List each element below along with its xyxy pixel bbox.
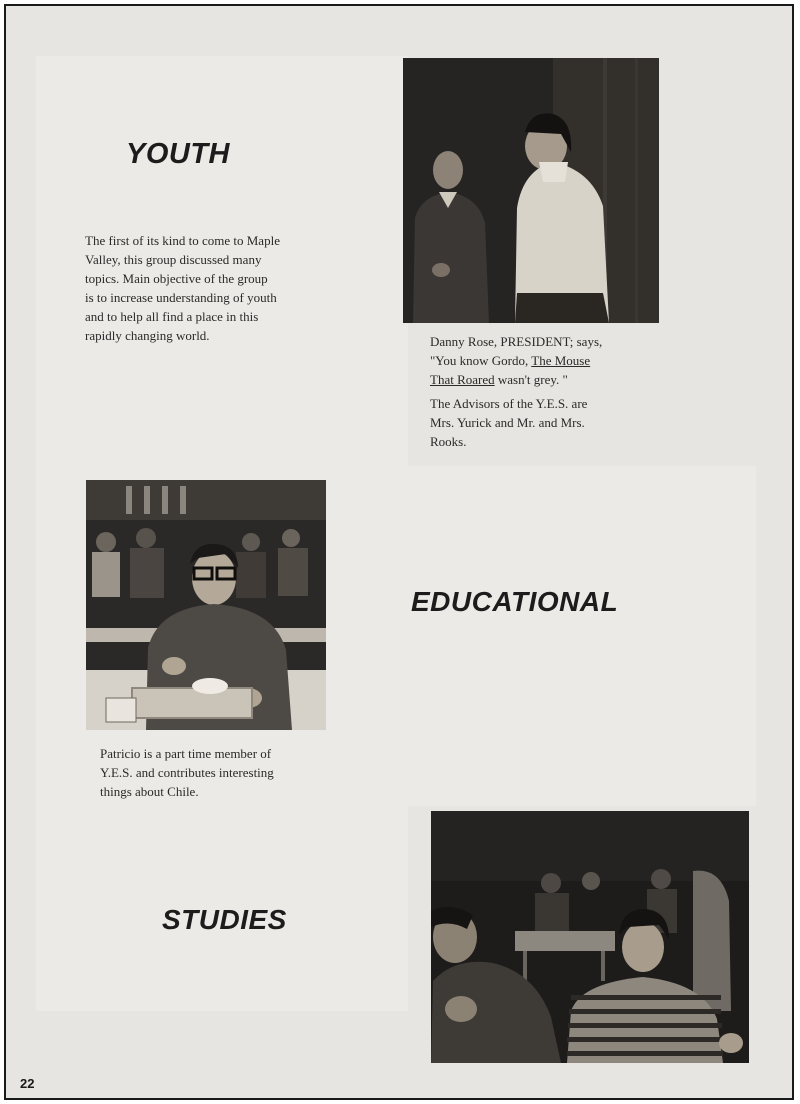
caption-advisors (430, 394, 587, 451)
heading-studies: STUDIES (162, 904, 287, 935)
right-lower-panel (406, 466, 756, 806)
intro-line: and to help all find a place in this (85, 309, 259, 324)
caption-advisors-line: Mrs. Yurick and Mr. and Mrs. (430, 415, 585, 430)
intro-line: is to increase understanding of youth (85, 290, 277, 305)
intro-line: The first of its kind to come to Maple (85, 233, 280, 248)
heading-educational: EDUCATIONAL (411, 586, 619, 617)
intro-line: topics. Main objective of the group (85, 271, 268, 286)
book-title-part-1: The Mouse (531, 353, 591, 368)
caption-patricio-line: things about Chile. (100, 784, 199, 799)
photo-students-at-table (431, 811, 749, 1063)
caption-patricio (100, 744, 274, 801)
caption-patricio-line: Y.E.S. and contributes interesting (100, 765, 274, 780)
caption-president-line (430, 370, 602, 389)
caption-president-line (430, 351, 602, 370)
photo-students-table-image (431, 811, 749, 1063)
photo-two-students-talking (403, 58, 659, 323)
caption-advisors-line: The Advisors of the Y.E.S. are (430, 396, 588, 411)
photo-patricio-cafeteria (86, 480, 326, 730)
caption-president (430, 332, 602, 389)
heading-youth: YOUTH (126, 138, 230, 170)
intro-paragraph (85, 231, 280, 345)
quote-prefix: "You know Gordo, (430, 353, 532, 368)
photo-two-students-image (403, 58, 659, 323)
intro-line: rapidly changing world. (85, 328, 210, 343)
page-number: 22 (20, 1076, 35, 1091)
photo-patricio-image (86, 480, 326, 730)
caption-patricio-line: Patricio is a part time member of (100, 746, 272, 761)
caption-advisors-line: Rooks. (430, 434, 467, 449)
quote-suffix: wasn't grey. " (494, 372, 568, 387)
book-title-part-2: That Roared (430, 372, 495, 387)
yearbook-page (4, 4, 794, 1100)
caption-president-line: Danny Rose, PRESIDENT; says, (430, 334, 603, 349)
intro-line: Valley, this group discussed many (85, 252, 262, 267)
